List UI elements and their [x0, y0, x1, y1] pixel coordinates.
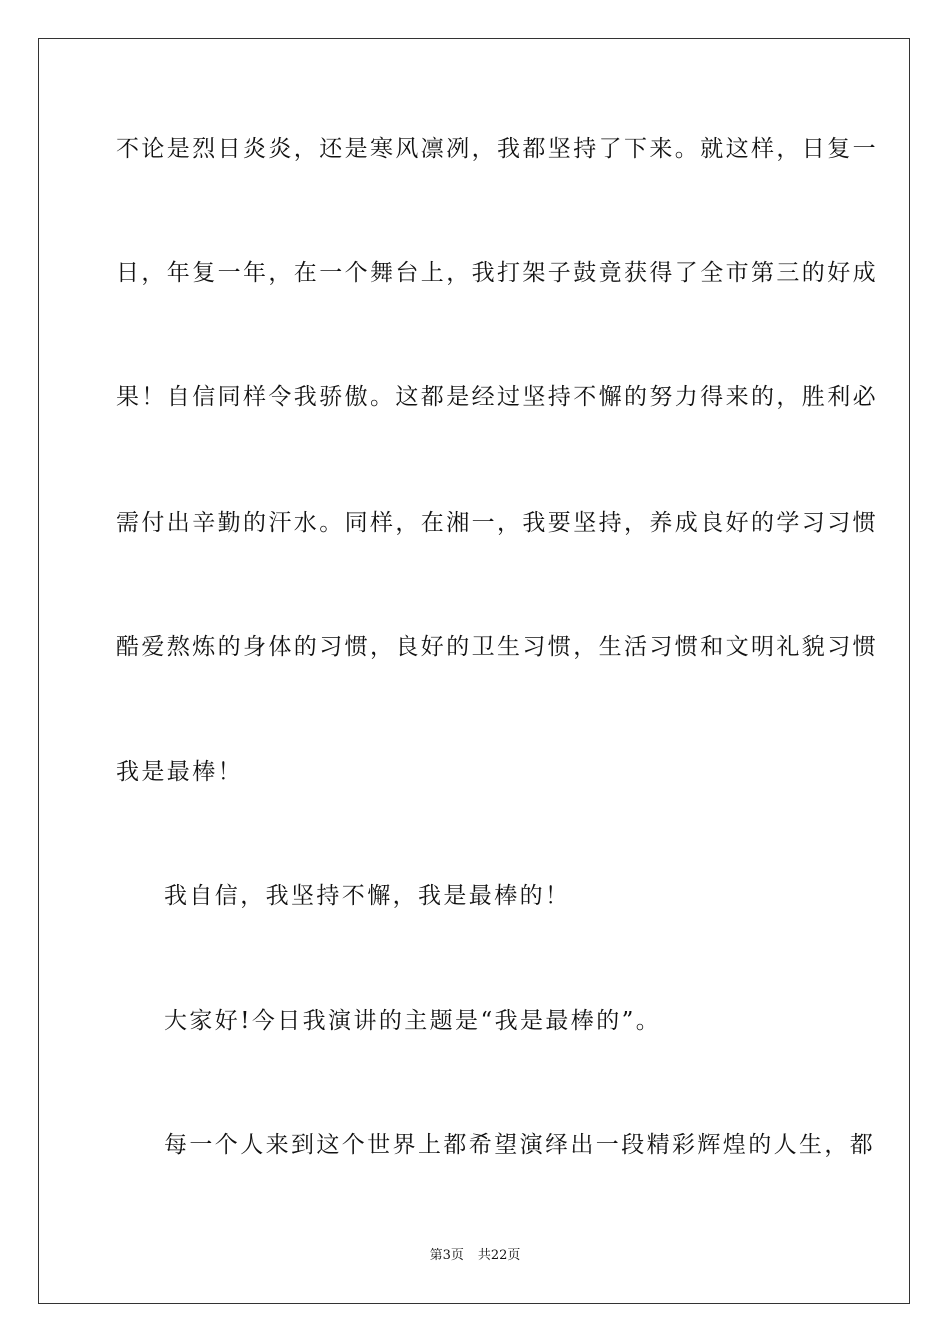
page-frame — [38, 38, 910, 1304]
page-footer — [0, 1247, 950, 1265]
body-line-8: 大家好!今日我演讲的主题是“我是最棒的”。 — [164, 1008, 662, 1034]
page-number-current: 第3页 — [429, 1248, 464, 1263]
body-line-4: 需付出辛勤的汗水。同样，在湘一，我要坚持，养成良好的学习习惯 — [116, 510, 878, 536]
body-line-5: 酷爱熬炼的身体的习惯，良好的卫生习惯，生活习惯和文明礼貌习惯 — [116, 634, 878, 660]
body-line-9: 每一个人来到这个世界上都希望演绎出一段精彩辉煌的人生，都 — [164, 1132, 876, 1158]
body-line-2: 日，年复一年，在一个舞台上，我打架子鼓竟获得了全市第三的好成 — [116, 260, 878, 286]
body-line-3: 果！自信同样令我骄傲。这都是经过坚持不懈的努力得来的，胜利必 — [116, 384, 878, 410]
body-line-6: 我是最棒！ — [116, 759, 243, 785]
page-number-total: 共22页 — [477, 1248, 521, 1263]
body-line-1: 不论是烈日炎炎，还是寒风凛冽，我都坚持了下来。就这样，日复一 — [116, 136, 878, 162]
body-line-7: 我自信，我坚持不懈，我是最棒的！ — [164, 883, 571, 909]
